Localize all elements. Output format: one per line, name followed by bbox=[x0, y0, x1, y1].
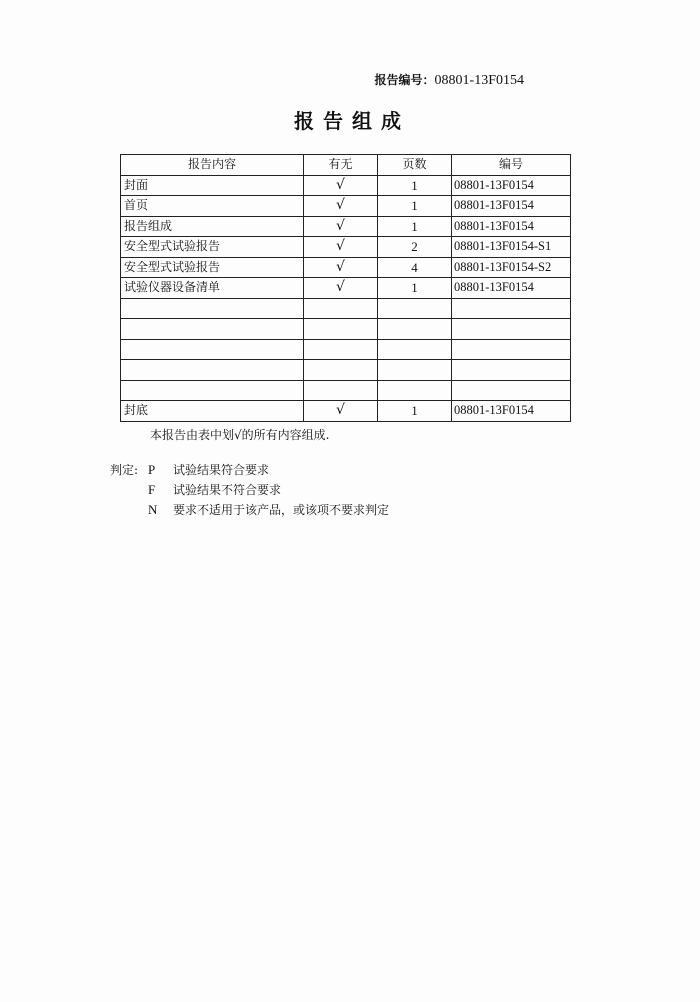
judgement-text: 试验结果不符合要求 bbox=[173, 483, 282, 497]
judgement-row-f bbox=[110, 480, 389, 500]
report-number-value: 08801-13F0154 bbox=[434, 73, 524, 88]
cell-pages: 1 bbox=[378, 278, 452, 299]
cell-content bbox=[121, 298, 304, 319]
cell-present-check bbox=[304, 319, 378, 340]
report-number-label: 报告编号： bbox=[374, 73, 435, 87]
table-row bbox=[121, 237, 571, 258]
cell-pages: 1 bbox=[378, 175, 452, 196]
cell-code bbox=[452, 360, 571, 381]
cell-code: 08801-13F0154 bbox=[452, 278, 571, 299]
judgement-code: F bbox=[148, 482, 156, 497]
cell-code: 08801-13F0154 bbox=[452, 175, 571, 196]
judgement-row-p bbox=[110, 460, 389, 480]
cell-code: 08801-13F0154-S2 bbox=[452, 257, 571, 278]
composition-table bbox=[120, 154, 571, 422]
cell-content: 报告组成 bbox=[121, 216, 304, 237]
cell-code: 08801-13F0154-S1 bbox=[452, 237, 571, 258]
page-title: 报告组成 bbox=[294, 109, 410, 133]
cell-present-check: √ bbox=[304, 196, 378, 217]
cell-code bbox=[452, 380, 571, 401]
cell-code bbox=[452, 339, 571, 360]
cell-present-check: √ bbox=[304, 216, 378, 237]
table-row bbox=[121, 216, 571, 237]
report-number bbox=[375, 71, 524, 89]
table-row bbox=[121, 278, 571, 299]
cell-content: 封面 bbox=[121, 175, 304, 196]
cell-pages: 4 bbox=[378, 257, 452, 278]
cell-present-check bbox=[304, 339, 378, 360]
cell-content: 安全型式试验报告 bbox=[121, 237, 304, 258]
cell-code: 08801-13F0154 bbox=[452, 196, 571, 217]
cell-pages: 1 bbox=[378, 216, 452, 237]
judgement-text: 试验结果符合要求 bbox=[173, 463, 270, 477]
cell-present-check bbox=[304, 298, 378, 319]
table-header-row bbox=[121, 155, 571, 176]
cell-content: 安全型式试验报告 bbox=[121, 257, 304, 278]
cell-present-check: √ bbox=[304, 401, 378, 422]
judgement-code: N bbox=[148, 502, 158, 517]
column-header-code: 编号 bbox=[452, 155, 571, 176]
cell-pages: 1 bbox=[378, 401, 452, 422]
table-row bbox=[121, 257, 571, 278]
judgement-text: 要求不适用于该产品，或该项不要求判定 bbox=[173, 503, 390, 517]
table-row bbox=[121, 360, 571, 381]
table-row bbox=[121, 319, 571, 340]
cell-code bbox=[452, 319, 571, 340]
cell-content bbox=[121, 339, 304, 360]
cell-pages: 2 bbox=[378, 237, 452, 258]
cell-content: 试验仪器设备清单 bbox=[121, 278, 304, 299]
table-row bbox=[121, 298, 571, 319]
judgement-label: 判定: bbox=[110, 463, 139, 477]
table-body bbox=[121, 175, 571, 421]
table-row bbox=[121, 196, 571, 217]
cell-content: 首页 bbox=[121, 196, 304, 217]
cell-present-check: √ bbox=[304, 278, 378, 299]
cell-code bbox=[452, 298, 571, 319]
cell-present-check: √ bbox=[304, 175, 378, 196]
cell-present-check bbox=[304, 360, 378, 381]
table-row bbox=[121, 175, 571, 196]
cell-pages bbox=[378, 380, 452, 401]
column-header-pages: 页数 bbox=[378, 155, 452, 176]
column-header-present: 有无 bbox=[304, 155, 378, 176]
judgement-code: P bbox=[148, 462, 156, 477]
cell-content: 封底 bbox=[121, 401, 304, 422]
table-row bbox=[121, 380, 571, 401]
cell-content bbox=[121, 319, 304, 340]
table-note: 本报告由表中划√的所有内容组成. bbox=[150, 428, 330, 442]
cell-content bbox=[121, 380, 304, 401]
cell-present-check bbox=[304, 380, 378, 401]
cell-pages: 1 bbox=[378, 196, 452, 217]
cell-pages bbox=[378, 339, 452, 360]
judgement-row-n bbox=[110, 500, 389, 520]
cell-pages bbox=[378, 360, 452, 381]
cell-present-check: √ bbox=[304, 257, 378, 278]
cell-code: 08801-13F0154 bbox=[452, 216, 571, 237]
judgement-section bbox=[110, 460, 389, 520]
table-row bbox=[121, 401, 571, 422]
column-header-content: 报告内容 bbox=[121, 155, 304, 176]
cell-content bbox=[121, 360, 304, 381]
cell-code: 08801-13F0154 bbox=[452, 401, 571, 422]
table-row bbox=[121, 339, 571, 360]
cell-pages bbox=[378, 319, 452, 340]
cell-present-check: √ bbox=[304, 237, 378, 258]
cell-pages bbox=[378, 298, 452, 319]
